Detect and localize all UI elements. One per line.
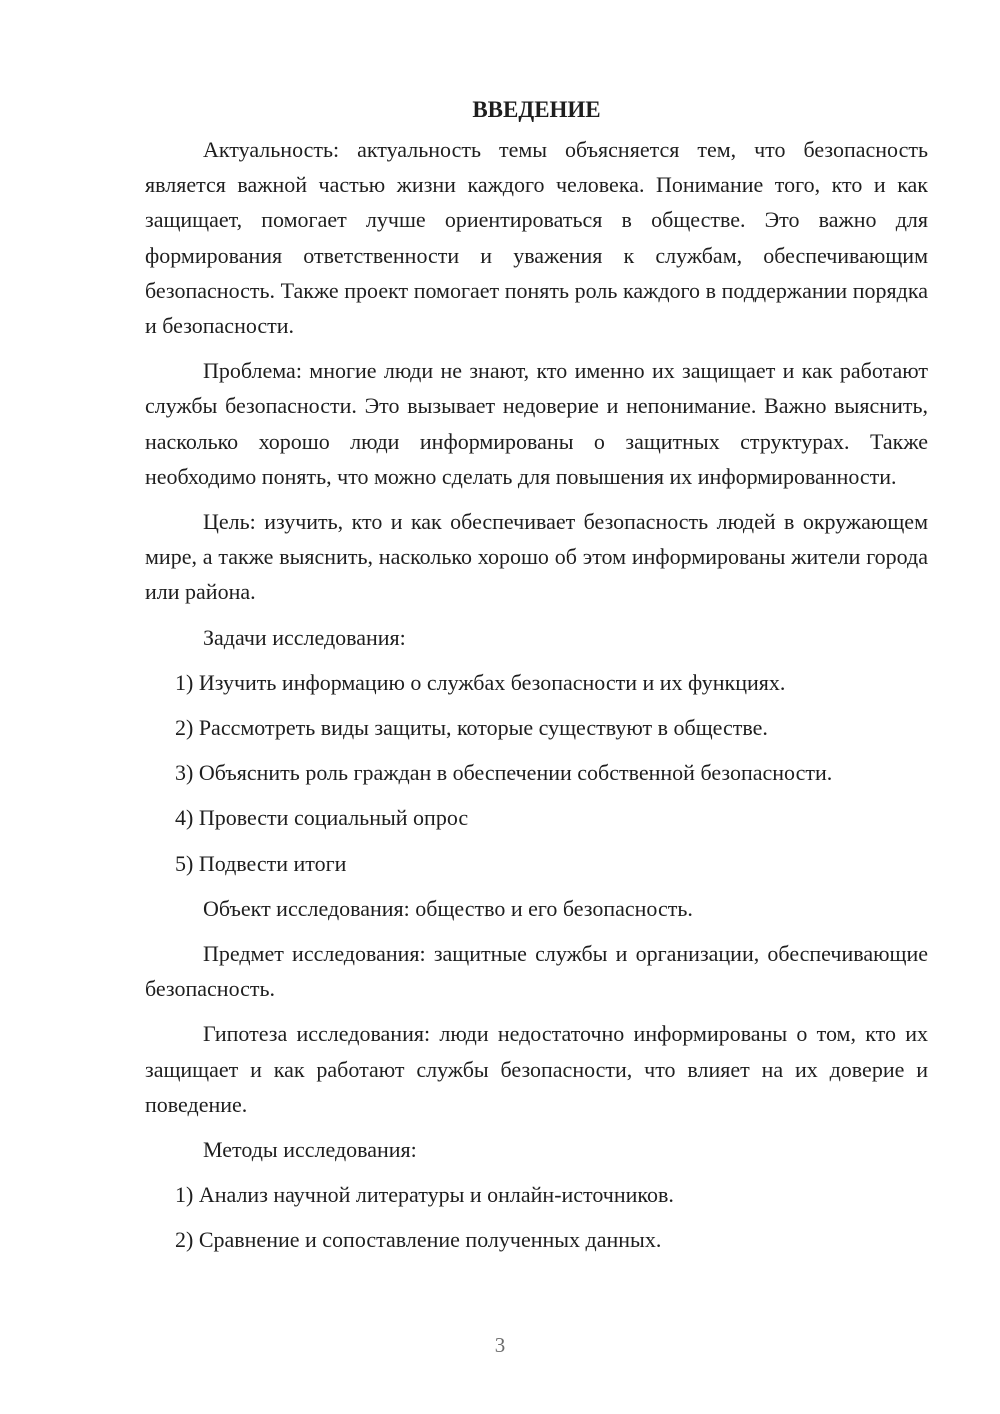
- page-number: 3: [494, 1333, 506, 1357]
- page-title: ВВЕДЕНИЕ: [472, 97, 601, 122]
- list-item: 1) Анализ научной литературы и онлайн-источников.: [175, 1182, 674, 1208]
- list-item: 2) Рассмотреть виды защиты, которые существуют в обществе.: [175, 715, 768, 741]
- list-item: 3) Объяснить роль граждан в обеспечении собственной безопасности.: [175, 760, 833, 786]
- relevance-paragraph: Актуальность: актуальность темы объясняется тем, что безопасность является важной частью жизни каждого человека. Понимание того, кто и как защищает, помогает лучше ориентироваться в обществе. Это важно для формирования ответственности и уважения к службам, обеспечивающим безопасность. Также проект помогает понять роль каждого в поддержании порядка и безопасности.: [145, 137, 928, 339]
- goal-paragraph: Цель: изучить, кто и как обеспечивает безопасность людей в окружающем мире, а также выяснить, насколько хорошо об этом информированы жители города или района.: [145, 509, 928, 605]
- methods-heading: Методы исследования:: [203, 1137, 417, 1163]
- list-item: 2) Сравнение и сопоставление полученных данных.: [175, 1227, 662, 1253]
- document-page: [145, 92, 928, 1268]
- list-item: 1) Изучить информацию о службах безопасности и их функциях.: [175, 669, 786, 695]
- problem-paragraph: Проблема: многие люди не знают, кто именно их защищает и как работают службы безопасности. Это вызывает недоверие и непонимание. Важно выяснить, насколько хорошо люди информированы о защитных структурах. Также необходимо понять, что можно сделать для повышения их информированности.: [145, 358, 928, 489]
- list-item: 5) Подвести итоги: [175, 850, 347, 876]
- object-paragraph: Объект исследования: общество и его безопасность.: [203, 895, 693, 921]
- subject-paragraph: Предмет исследования: защитные службы и организации, обеспечивающие безопасность.: [145, 941, 928, 1002]
- tasks-heading: Задачи исследования:: [203, 624, 406, 650]
- tasks-list: [145, 665, 928, 881]
- hypothesis-paragraph: Гипотеза исследования: люди недостаточно информированы о том, кто их защищает и как работают службы безопасности, что влияет на их доверие и поведение.: [145, 1021, 928, 1117]
- methods-list: [145, 1177, 928, 1257]
- list-item: 4) Провести социальный опрос: [175, 805, 469, 831]
